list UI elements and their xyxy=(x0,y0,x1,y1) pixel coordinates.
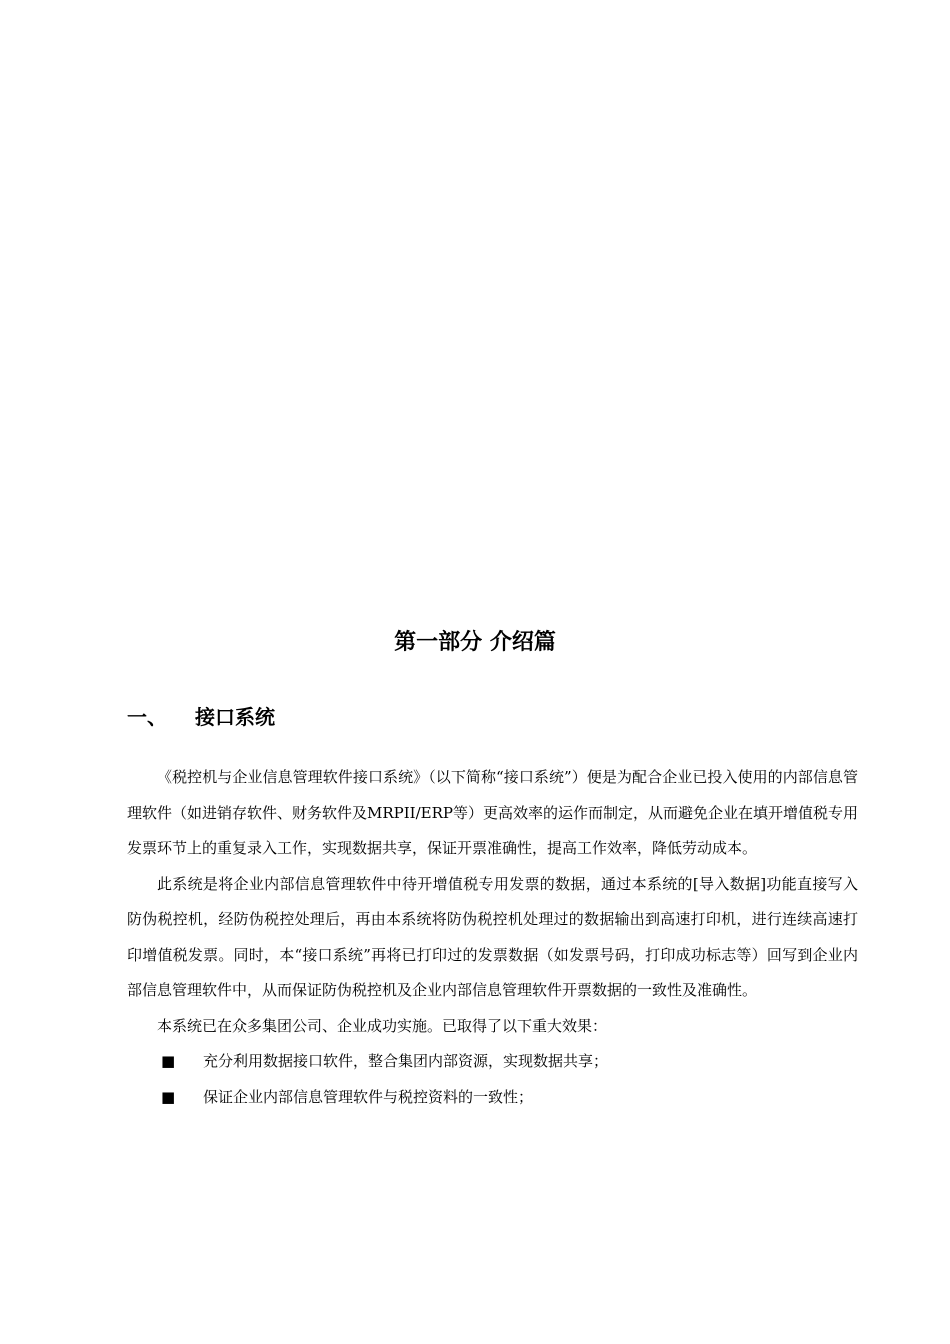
list-item-text: 充分利用数据接口软件，整合集团内部资源，实现数据共享； xyxy=(203,1052,609,1070)
bullet-square-icon: ■ xyxy=(161,1052,176,1070)
paragraph-intro: 《税控机与企业信息管理软件接口系统》（以下简称“接口系统”）便是为配合企业已投入使用的内部信息管理软件（如进销存软件、财务软件及MRPII/ERP等）更高效率的运作而制定，从而避免企业在填开增值税专用发票环节上的重复录入工作，实现数据共享，保证开票准确性，提高工作效率，降低劳动成本。 xyxy=(127,768,858,857)
section-number: 一、 xyxy=(127,705,167,729)
page-title: 第一部分 介绍篇 xyxy=(394,630,556,655)
list-item xyxy=(127,1044,858,1080)
paragraph-workflow: 此系统是将企业内部信息管理软件中待开增值税专用发票的数据，通过本系统的[导入数据]功能直接写入防伪税控机，经防伪税控处理后，再由本系统将防伪税控机处理过的数据输出到高速打印机，进行连续高速打印增值税发票。同时，本“接口系统”再将已打印过的发票数据（如发票号码，打印成功标志等）回写到企业内部信息管理软件中，从而保证防伪税控机及企业内部信息管理软件开票数据的一致性及准确性。 xyxy=(127,874,858,999)
list-item xyxy=(127,1080,858,1116)
results-list xyxy=(127,1044,858,1115)
list-item-text: 保证企业内部信息管理软件与税控资料的一致性； xyxy=(203,1087,534,1106)
paragraph-results: 本系统已在众多集团公司、企业成功实施。已取得了以下重大效果： xyxy=(157,1016,608,1035)
section-heading xyxy=(127,702,275,732)
body-text xyxy=(127,760,858,1115)
bullet-square-icon: ■ xyxy=(161,1087,176,1106)
section-title: 接口系统 xyxy=(195,705,275,729)
